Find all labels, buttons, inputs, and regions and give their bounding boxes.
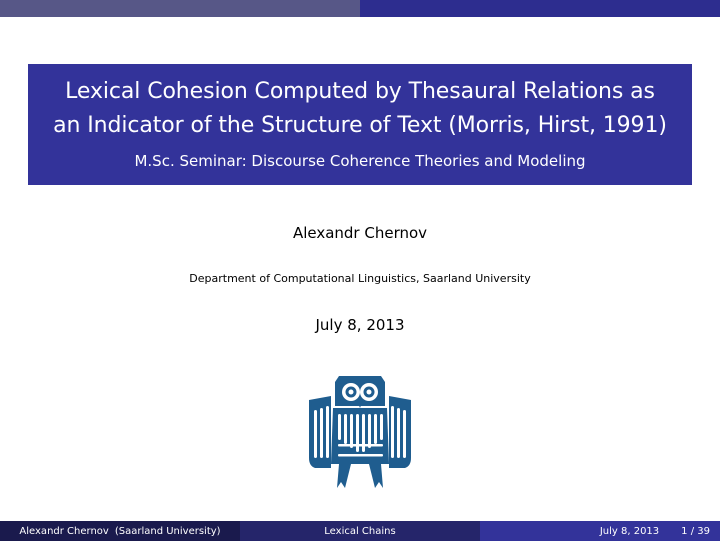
footer-page-number: 1 / 39 [681,525,710,537]
author: Alexandr Chernov [292,224,428,242]
saarland-university-owl-logo-icon [305,372,415,490]
title-line-2: an Indicator of the Structure of Text (Morris, Hirst, 1991) [53,113,667,138]
footer-title-section [240,521,480,541]
institute: Department of Computational Linguistics, Saarland University [189,272,531,285]
top-navigation-bar [0,0,720,17]
footer-date: July 8, 2013 [599,525,660,537]
title-line-1: Lexical Cohesion Computed by Thesaural Relations as [65,79,655,104]
footer-date-page-section [480,521,720,541]
footer-institute: (Saarland University) [114,525,221,537]
topbar-right-segment [360,0,720,17]
footer-bar [0,521,720,541]
footer-author-section [0,521,240,541]
footer-short-title: Lexical Chains [324,525,396,537]
date: July 8, 2013 [315,316,405,334]
subtitle: M.Sc. Seminar: Discourse Coherence Theories and Modeling [134,152,586,170]
title-block [28,64,692,185]
topbar-left-segment [0,0,360,17]
footer-author: Alexandr Chernov [19,525,109,537]
